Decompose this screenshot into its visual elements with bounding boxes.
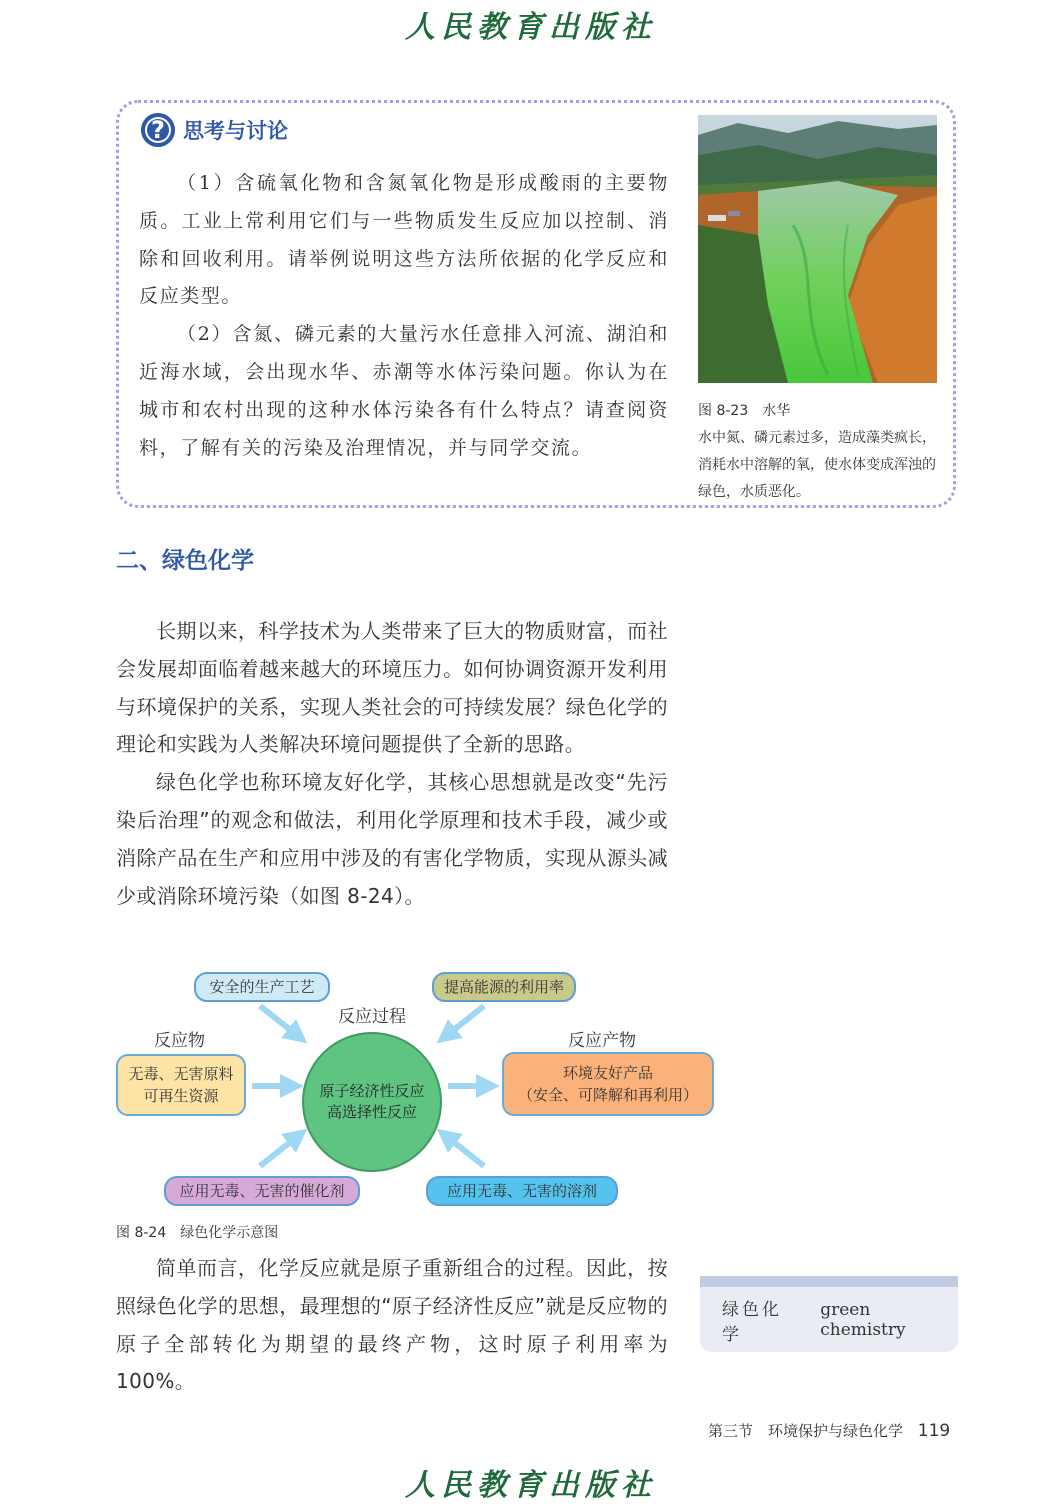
- figure-823-caption: [698, 398, 940, 506]
- discussion-paragraph-2: （2）含氮、磷元素的大量污水任意排入河流、湖泊和近海水域，会出现水华、赤潮等水体污染问题。你认为在城市和农村出现的这种水体污染各有什么特点？请查阅资料，了解有关的污染及治理情况，并与同学交流。: [139, 323, 669, 459]
- center-line-2: 高选择性反应: [326, 1103, 417, 1121]
- publisher-watermark-bottom: 人民教育出版社: [405, 1468, 657, 1503]
- arrow-bottom-right: [446, 1136, 484, 1166]
- body-paragraph-1: 长期以来，科学技术为人类带来了巨大的物质财富，而社会发展却面临着越来越大的环境压力。如何协调资源开发利用与环境保护的关系，实现人类社会的可持续发展？绿色化学的理论和实践为人类解决环境问题提供了全新的思路。: [116, 619, 668, 757]
- page-footer: [708, 1420, 950, 1441]
- pill-bottom-left: 应用无毒、无害的催化剂: [164, 1176, 360, 1206]
- discussion-text: [139, 165, 669, 467]
- reactants-line-2: 可再生资源: [143, 1087, 219, 1105]
- green-chemistry-diagram: [116, 966, 726, 1210]
- page-number: 119: [917, 1421, 951, 1441]
- footer-section: 第三节 环境保护与绿色化学: [708, 1422, 904, 1440]
- discussion-title: 思考与讨论: [183, 119, 288, 143]
- figure-824-caption: 图 8-24 绿色化学示意图: [116, 1225, 279, 1241]
- body-text-2: [116, 1250, 668, 1401]
- section-title: 二、绿色化学: [116, 548, 254, 574]
- discussion-header: [141, 113, 288, 147]
- discussion-paragraph-1: （1）含硫氧化物和含氮氧化物是形成酸雨的主要物质。工业上常利用它们与一些物质发生反应加以控制、消除和回收利用。请举例说明这些方法所依据的化学反应和反应类型。: [139, 172, 669, 308]
- algal-bloom-photo: [698, 115, 937, 383]
- label-process: 反应过程: [338, 1007, 406, 1027]
- products-box: [502, 1052, 714, 1116]
- arrow-top-right: [446, 1006, 484, 1036]
- glossary-term-box: [700, 1276, 958, 1352]
- center-line-1: 原子经济性反应: [319, 1082, 425, 1100]
- arrow-top-left: [260, 1006, 298, 1036]
- figure-823-label: 图 8-23 水华: [698, 403, 791, 419]
- pill-top-right: 提高能源的利用率: [432, 972, 576, 1002]
- question-icon: ?: [141, 113, 175, 147]
- pill-bottom-right: 应用无毒、无害的溶剂: [426, 1176, 618, 1206]
- publisher-watermark-top: 人民教育出版社: [405, 10, 657, 45]
- reactants-line-1: 无毒、无害原料: [128, 1065, 234, 1083]
- figure-823-description: 水中氮、磷元素过多，造成藻类疯长，消耗水中溶解的氧，使水体变成浑浊的绿色，水质恶化。: [698, 430, 936, 500]
- label-products: 反应产物: [568, 1031, 636, 1051]
- products-line-1: 环境友好产品: [562, 1064, 653, 1082]
- arrow-bottom-left: [260, 1136, 298, 1166]
- reactants-box: [116, 1054, 246, 1116]
- center-circle: [302, 1032, 442, 1172]
- body-paragraph-3: 简单而言，化学反应就是原子重新组合的过程。因此，按照绿色化学的思想，最理想的“原子经济性反应”就是反应物的原子全部转化为期望的最终产物，这时原子利用率为 100%。: [116, 1256, 668, 1394]
- label-reactants: 反应物: [154, 1031, 205, 1051]
- pill-top-left: 安全的生产工艺: [194, 972, 330, 1002]
- term-english: green chemistry: [820, 1299, 906, 1340]
- body-text-1: [116, 613, 668, 915]
- products-line-2: （安全、可降解和再利用）: [517, 1086, 698, 1104]
- term-chinese: 绿色化学: [722, 1299, 782, 1345]
- body-paragraph-2: 绿色化学也称环境友好化学，其核心思想就是改变“先污染后治理”的观念和做法，利用化学原理和技术手段，减少或消除产品在生产和应用中涉及的有害化学物质，实现从源头减少或消除环境污染（如图 8-24）。: [116, 770, 668, 908]
